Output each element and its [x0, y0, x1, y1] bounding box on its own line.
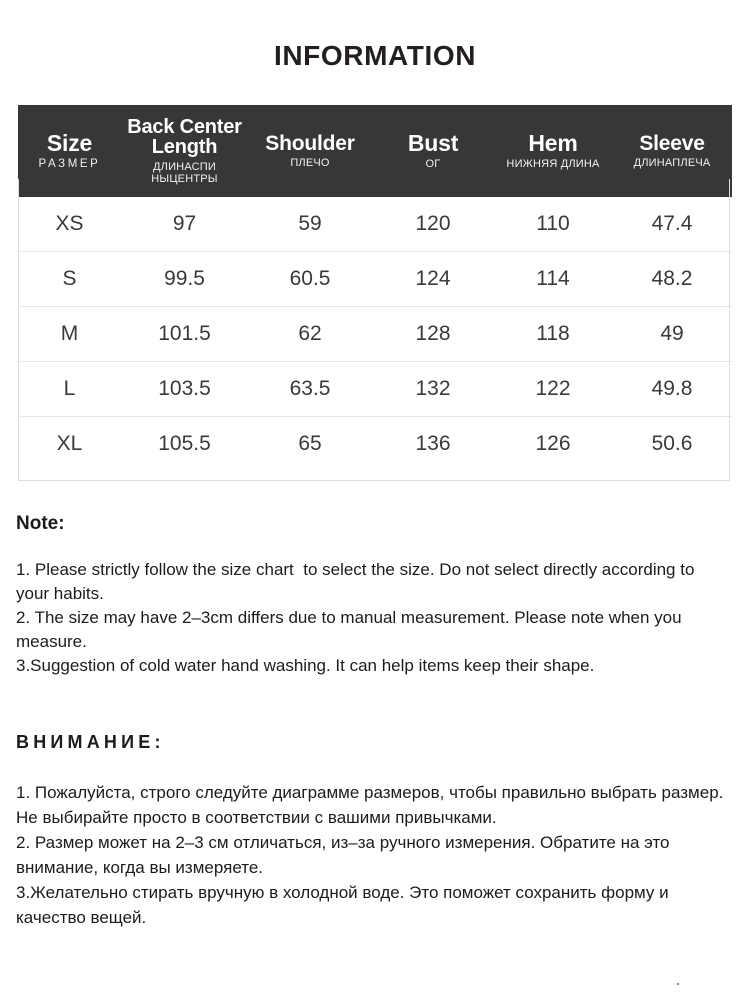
cell-hem: 110	[494, 197, 612, 252]
table-body	[18, 197, 732, 471]
column-header-sleeve-en: Sleeve	[639, 131, 705, 155]
table-row	[18, 362, 732, 417]
note-item-1: 1. Please strictly follow the size chart to select the size. Do not select directly according to your habits.	[16, 559, 700, 603]
note-ru-item-2: 2. Размер может на 2–3 см отличаться, из–за ручного измерения. Обратите на это внимание, когда вы измеряете.	[16, 832, 675, 878]
cell-size: XL	[56, 432, 83, 456]
column-header-bust	[372, 105, 494, 197]
column-header-back-center-length-ru: ДЛИНАСПИ НЫЦЕНТРЫ	[151, 160, 218, 186]
column-header-sleeve	[612, 105, 732, 197]
notes-section-english	[16, 513, 732, 678]
cell-bust: 128	[372, 307, 494, 362]
table-header-row	[18, 105, 732, 197]
cell-shoulder: 62	[248, 307, 372, 362]
note-item-3: 3.Suggestion of cold water hand washing. It can help items keep their shape.	[16, 656, 595, 676]
cell-back-center-length: 97	[121, 197, 248, 252]
table-row	[18, 417, 732, 472]
cell-back-center-length: 99.5	[121, 252, 248, 307]
cell-hem: 126	[535, 432, 571, 456]
cell-size: S	[18, 252, 121, 307]
cell-shoulder: 59	[248, 197, 372, 252]
column-header-back-center-length	[121, 105, 248, 197]
cell-back-center-length: 103.5	[121, 362, 248, 417]
note-item-2: 2. The size may have 2–3cm differs due to manual measurement. Please note when you measure.	[16, 608, 687, 652]
column-header-hem	[494, 105, 612, 197]
column-header-hem-en: Hem	[528, 129, 578, 156]
table-header	[18, 105, 732, 197]
page-artifact-speck	[677, 983, 679, 985]
table-row	[18, 307, 732, 362]
cell-sleeve: 50.6	[651, 432, 693, 456]
note-ru-item-1: 1. Пожалуйста, строго следуйте диаграмме размеров, чтобы правильно выбрать размер. Не выбирайте просто в соответствии с вашими привычками.	[16, 782, 729, 827]
column-header-size	[18, 105, 121, 197]
cell-sleeve: 49	[612, 307, 732, 362]
cell-shoulder: 63.5	[248, 362, 372, 417]
cell-sleeve: 49.8	[612, 362, 732, 417]
cell-size: L	[18, 362, 121, 417]
column-header-shoulder-ru: ПЛЕЧО	[290, 157, 330, 170]
cell-sleeve: 47.4	[612, 197, 732, 252]
cell-back-center-length: 105.5	[158, 432, 211, 456]
cell-back-center-length: 101.5	[121, 307, 248, 362]
size-chart-table	[18, 105, 732, 471]
column-header-size-en: Size	[46, 129, 93, 156]
notes-heading-russian: ВНИМАНИЕ:	[16, 732, 165, 752]
notes-heading-english: Note:	[16, 513, 65, 534]
cell-size: M	[18, 307, 121, 362]
column-header-bust-ru: ОГ	[425, 158, 441, 171]
cell-sleeve: 48.2	[612, 252, 732, 307]
cell-hem: 122	[494, 362, 612, 417]
notes-section-russian	[16, 732, 732, 931]
cell-bust: 120	[372, 197, 494, 252]
note-ru-item-3: 3.Желательно стирать вручную в холодной воде. Это поможет сохранить форму и качество вещей.	[16, 883, 674, 928]
column-header-sleeve-ru: ДЛИНАПЛЕЧА	[633, 157, 711, 170]
table-row	[18, 252, 732, 307]
column-header-bust-en: Bust	[407, 129, 459, 156]
column-header-shoulder	[248, 105, 372, 197]
cell-bust: 132	[372, 362, 494, 417]
column-header-back-center-length-en: Back Center Length	[127, 116, 242, 159]
cell-bust: 136	[415, 432, 451, 456]
cell-size: XS	[18, 197, 121, 252]
cell-hem: 118	[494, 307, 612, 362]
cell-hem: 114	[494, 252, 612, 307]
column-header-shoulder-en: Shoulder	[265, 131, 355, 155]
page-title: INFORMATION	[273, 40, 477, 71]
table-row	[18, 197, 732, 252]
cell-shoulder: 60.5	[248, 252, 372, 307]
column-header-size-ru: РАЗМЕР	[38, 157, 101, 170]
cell-shoulder: 65	[298, 432, 322, 456]
size-chart-table-container	[18, 105, 732, 471]
column-header-hem-ru: НИЖНЯЯ ДЛИНА	[506, 158, 600, 171]
cell-bust: 124	[372, 252, 494, 307]
